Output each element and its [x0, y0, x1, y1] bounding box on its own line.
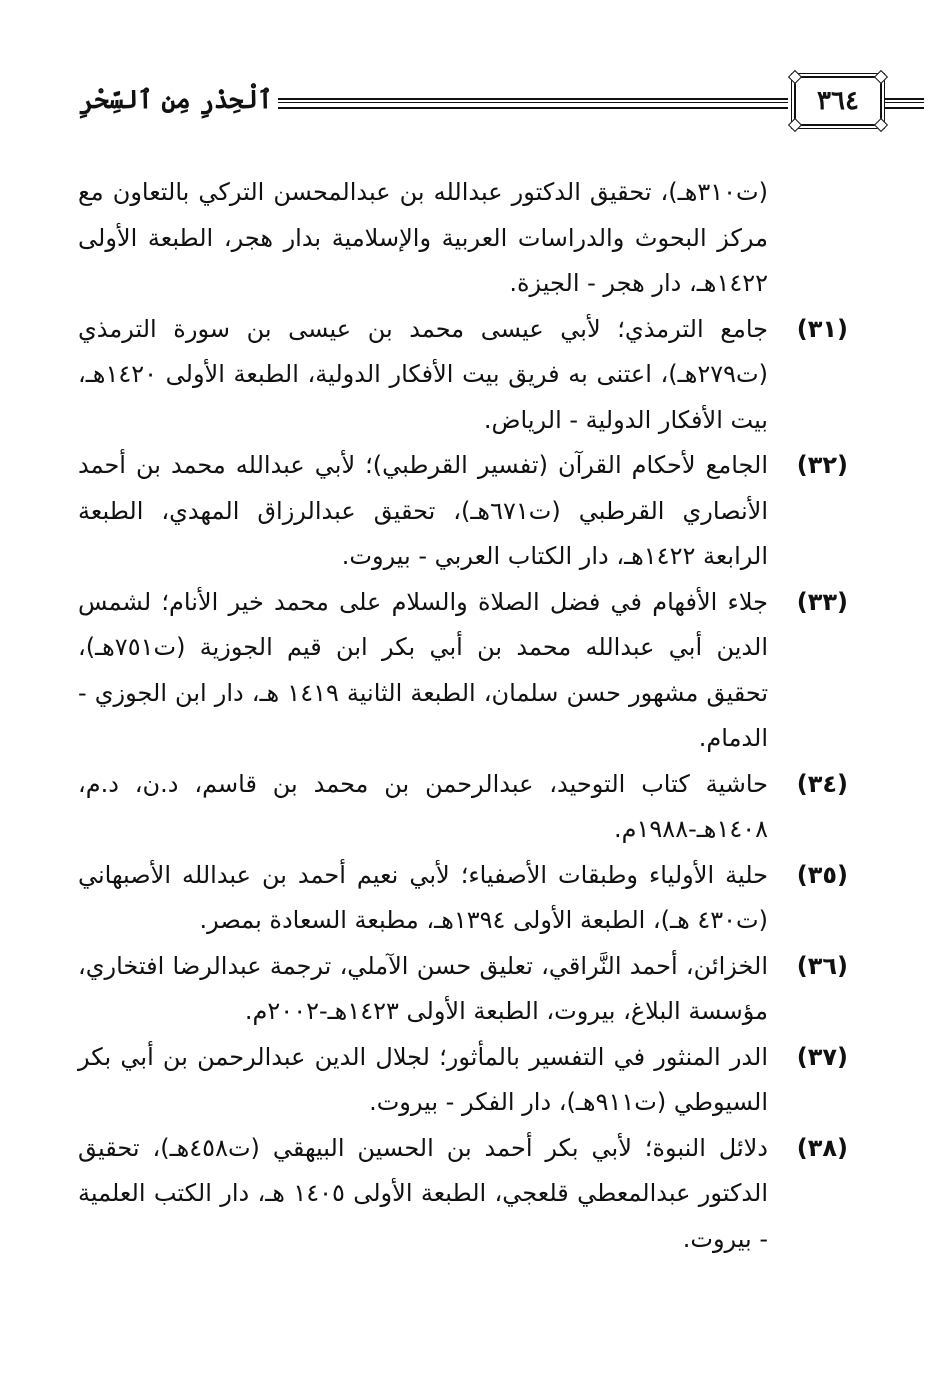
bibliography-entry [78, 307, 848, 444]
book-title: ٱلْحِذْرِ مِن ٱلسِّحْرِ [79, 85, 273, 114]
entry-text: حلية الأولياء وطبقات الأصفياء؛ لأبي نعيم أحمد بن عبدالله الأصبهاني (ت٤٣٠ هـ)، الطبعة الأولى ١٣٩٤هـ، مطبعة السعادة بمصر. [78, 860, 768, 934]
page-number-frame [794, 76, 882, 126]
entry-text: دلائل النبوة؛ لأبي بكر أحمد بن الحسين البيهقي (ت٤٥٨هـ)، تحقيق الدكتور عبدالمعطي قلعجي، الطبعة الأولى ١٤٠٥ هـ، دار الكتب العلمية - بيروت. [78, 1133, 768, 1253]
entry-number: (٣٤) [796, 769, 848, 798]
bibliography-entry [78, 443, 848, 580]
entry-number: (٣٦) [796, 951, 848, 980]
bibliography-entry [78, 580, 848, 762]
header-rule-right [884, 98, 924, 109]
entry-number: (٣٥) [796, 860, 848, 889]
entry-number: (٣٨) [796, 1133, 848, 1162]
entry-number: (٣٧) [796, 1042, 848, 1071]
bibliography-entry [78, 1035, 848, 1126]
entry-number: (٣٢) [796, 451, 848, 479]
entry-text: الخزائن، أحمد النَّراقي، تعليق حسن الآملي، ترجمة عبدالرضا افتخاري، مؤسسة البلاغ، بيروت، الطبعة الأولى ١٤٢٣هـ-٢٠٠٢م. [78, 951, 768, 1025]
entry-number: (٣٣) [796, 587, 848, 616]
page-header [78, 72, 859, 132]
entry-text: جلاء الأفهام في فضل الصلاة والسلام على محمد خير الأنام؛ لشمس الدين أبي عبدالله محمد بن أبي بكر ابن قيم الجوزية (ت٧٥١هـ)، تحقيق مشهور حسن سلمان، الطبعة الثانية ١٤١٩ هـ، دار ابن الجوزي - الدمام. [78, 587, 769, 752]
entry-text: جامع الترمذي؛ لأبي عيسى محمد بن عيسى بن سورة الترمذي (ت٢٧٩هـ)، اعتنى به فريق بيت الأفكار الدولية، الطبعة الأولى ١٤٢٠هـ، بيت الأفكار الدولية - الرياض. [78, 314, 768, 434]
entry-text: حاشية كتاب التوحيد، عبدالرحمن بن محمد بن قاسم، د.ن، د.م، ١٤٠٨هـ-١٩٨٨م. [78, 769, 768, 843]
entry-text: الدر المنثور في التفسير بالمأثور؛ لجلال الدين عبدالرحمن بن أبي بكر السيوطي (ت٩١١هـ)، دار الفكر - بيروت. [78, 1042, 768, 1116]
bibliography-entry [78, 762, 848, 853]
header-rule-left [278, 98, 788, 109]
bibliography-content [78, 170, 848, 1262]
entry-text: الجامع لأحكام القرآن (تفسير القرطبي)؛ لأبي عبدالله محمد بن أحمد الأنصاري القرطبي (ت٦٧١هـ)، تحقيق عبدالرزاق المهدي، الطبعة الرابعة ١٤٢٢هـ، دار الكتاب العربي - بيروت. [78, 451, 768, 570]
bibliography-entry [78, 944, 848, 1035]
page-number: ٣٦٤ [817, 86, 859, 116]
bibliography-entry [78, 1126, 848, 1263]
continued-entry-text: (ت٣١٠هـ)، تحقيق الدكتور عبدالله بن عبدالمحسن التركي بالتعاون مع مركز البحوث والدراسات العربية والإسلامية بدار هجر، الطبعة الأولى ١٤٢٢هـ، دار هجر - الجيزة. [78, 178, 768, 297]
entry-number: (٣١) [796, 314, 848, 343]
bibliography-entry [78, 853, 848, 944]
